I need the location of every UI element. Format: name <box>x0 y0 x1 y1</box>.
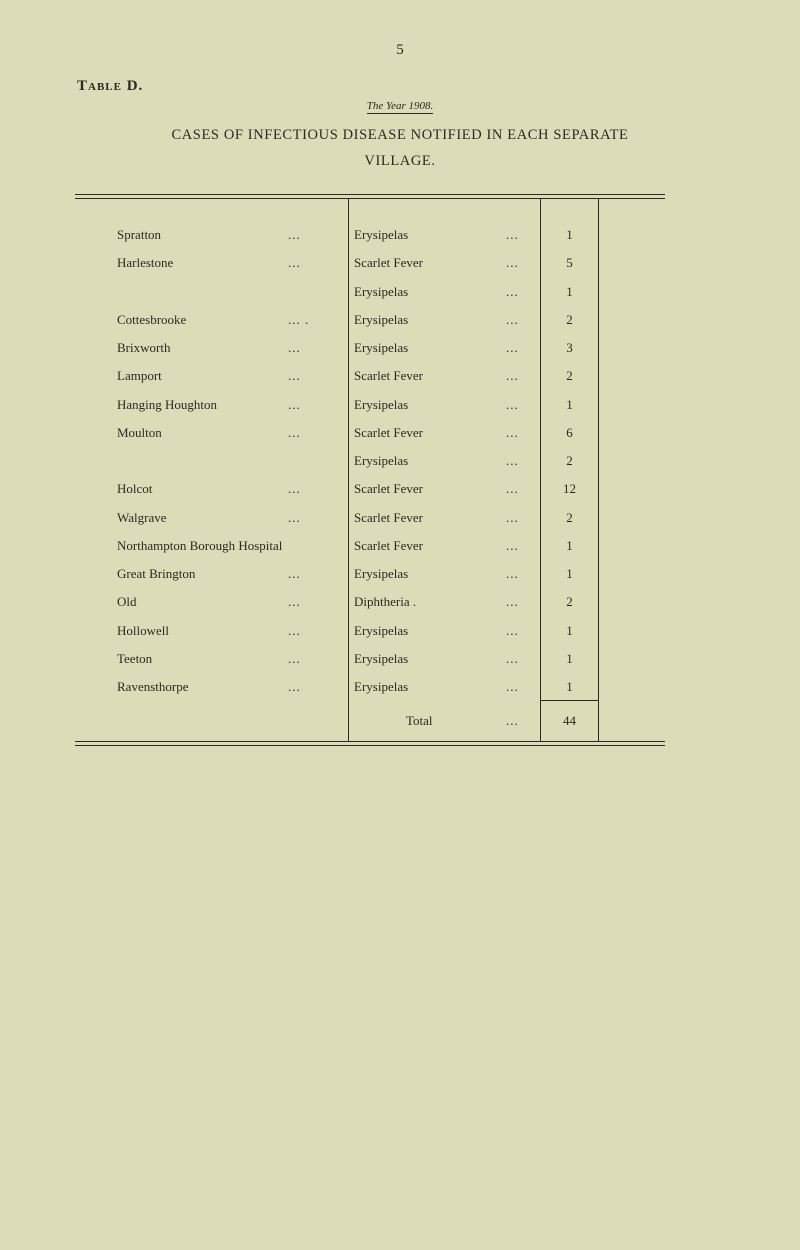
count-cell: 3 <box>566 340 573 355</box>
leader-dots: ... <box>506 340 519 355</box>
disease-cell: Erysipelas <box>354 679 409 694</box>
table-row <box>0 420 800 448</box>
count-cell: 5 <box>566 255 573 271</box>
leader-dots: ... <box>506 481 519 497</box>
disease-cell: Erysipelas <box>354 650 409 666</box>
table-label: Table D. <box>77 78 144 94</box>
disease-cell: Scarlet Fever <box>354 537 423 553</box>
table-row <box>0 561 800 589</box>
leader-dots: ... <box>506 396 519 412</box>
disease-cell: Erysipelas <box>354 396 409 412</box>
table-row <box>0 335 800 363</box>
place-cell: Great Brington <box>117 566 196 581</box>
count-cell: 12 <box>563 481 576 497</box>
place-cell: Old <box>117 594 137 610</box>
place-cell: Northampton Borough Hospital <box>117 537 283 553</box>
table-bottom-rule <box>75 741 665 746</box>
table-row <box>0 646 800 674</box>
heading-line-1: CASES OF INFECTIOUS DISEASE NOTIFIED IN EACH SEPARATE <box>171 127 629 143</box>
count-cell: 1 <box>566 396 573 412</box>
leader-dots: ... <box>288 396 301 412</box>
count-cell: 2 <box>566 453 573 468</box>
leader-dots: ... <box>288 566 301 581</box>
table-row <box>0 392 800 420</box>
disease-cell: Scarlet Fever <box>354 255 423 271</box>
disease-cell: Erysipelas <box>354 311 409 327</box>
table-row <box>0 363 800 391</box>
leader-dots: ... <box>506 509 519 525</box>
leader-dots: ... <box>288 481 301 497</box>
total-value: 44 <box>563 713 576 728</box>
count-cell: 1 <box>566 283 573 299</box>
leader-dots: ... <box>288 340 301 355</box>
count-cell: 1 <box>566 537 573 553</box>
leader-dots: ... <box>288 368 301 384</box>
heading-line-2: VILLAGE. <box>364 153 436 169</box>
year-subtitle-text: The Year 1908. <box>366 100 434 112</box>
table-row <box>0 674 800 702</box>
leader-dots: ... <box>506 255 519 271</box>
place-cell: Moulton <box>117 424 162 440</box>
count-cell: 1 <box>566 622 573 638</box>
count-cell: 2 <box>566 509 573 525</box>
leader-dots: ... <box>288 509 301 525</box>
table-row <box>0 279 800 307</box>
leader-dots: ... <box>506 283 519 299</box>
total-row <box>0 711 800 735</box>
leader-dots: ... <box>506 453 519 468</box>
place-cell: Lamport <box>117 368 162 384</box>
disease-cell: Erysipelas <box>354 227 409 242</box>
disease-cell: Erysipelas <box>354 340 409 355</box>
place-cell: Walgrave <box>117 509 167 525</box>
place-cell: Harlestone <box>117 255 174 271</box>
disease-cell: Scarlet Fever <box>354 481 423 497</box>
count-cell: 2 <box>566 594 573 610</box>
place-cell: Holcot <box>117 481 153 497</box>
leader-dots: ... <box>288 650 301 666</box>
table-row <box>0 448 800 476</box>
table-row <box>0 505 800 533</box>
leader-dots: ... <box>506 311 519 327</box>
leader-dots: ... <box>288 594 301 610</box>
table-row <box>0 589 800 617</box>
leader-dots: ... <box>288 622 301 638</box>
disease-cell: Erysipelas <box>354 283 409 299</box>
leader-dots: ... <box>288 424 301 440</box>
table-heading <box>0 122 800 174</box>
leader-dots: ... <box>506 594 519 610</box>
leader-dots: ... <box>506 566 519 581</box>
place-cell: Ravensthorpe <box>117 679 189 694</box>
disease-cell: Erysipelas <box>354 622 409 638</box>
place-cell: Teeton <box>117 650 153 666</box>
leader-dots: ... <box>288 679 301 694</box>
count-cell: 1 <box>566 679 573 694</box>
table-row <box>0 533 800 561</box>
count-cell: 1 <box>566 650 573 666</box>
count-cell: 1 <box>566 227 573 242</box>
disease-cell: Erysipelas <box>354 453 409 468</box>
page-number: 5 <box>396 42 404 58</box>
leader-dots: ... <box>506 679 519 694</box>
leader-dots: ... <box>506 424 519 440</box>
year-subtitle <box>0 100 800 112</box>
leader-dots: ... <box>288 255 301 271</box>
place-cell: Hanging Houghton <box>117 396 218 412</box>
count-cell: 6 <box>566 424 573 440</box>
disease-cell: Scarlet Fever <box>354 509 423 525</box>
count-cell: 2 <box>566 311 573 327</box>
count-cell: 2 <box>566 368 573 384</box>
disease-cell: Scarlet Fever <box>354 368 423 384</box>
leader-dots: ... <box>506 622 519 638</box>
total-sum-rule <box>541 700 598 701</box>
disease-cell: Diphtheria . <box>354 594 417 610</box>
leader-dots: ... <box>506 650 519 666</box>
place-cell: Hollowell <box>117 622 169 638</box>
place-cell: Cottesbrooke <box>117 311 187 327</box>
leader-dots: ... <box>506 227 519 242</box>
disease-cell: Erysipelas <box>354 566 409 581</box>
table-row <box>0 476 800 504</box>
table-row <box>0 250 800 278</box>
leader-dots: ... <box>288 227 301 242</box>
table-row <box>0 307 800 335</box>
table-top-rule <box>75 194 665 199</box>
disease-cell: Scarlet Fever <box>354 424 423 440</box>
leader-dots: ... <box>506 368 519 384</box>
leader-dots: ... <box>506 713 519 728</box>
place-cell: Brixworth <box>117 340 171 355</box>
leader-dots: ... <box>506 537 519 553</box>
table-row <box>0 618 800 646</box>
place-cell: Spratton <box>117 227 162 242</box>
count-cell: 1 <box>566 566 573 581</box>
total-label: Total <box>406 713 433 728</box>
table-row <box>0 222 800 250</box>
table-body <box>0 222 800 702</box>
leader-dots: ... . <box>288 311 310 327</box>
